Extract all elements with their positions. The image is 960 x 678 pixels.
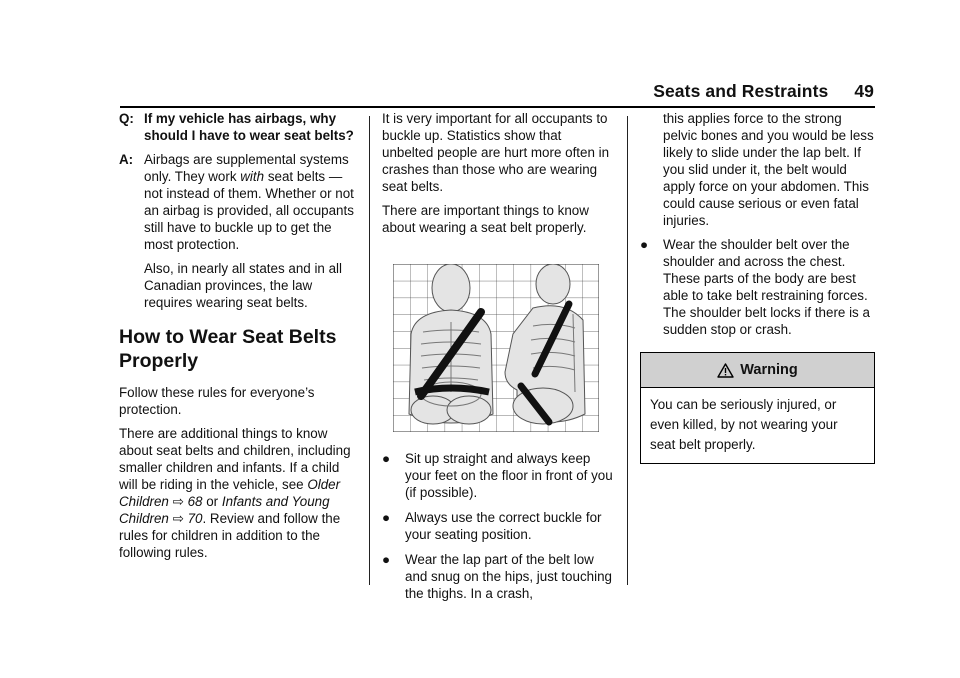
paragraph-text: There are additional things to know about seat belts and children, including smaller children and infants. If a child will be riding in the vehicle, see [119, 426, 351, 492]
bullet-text: Wear the lap part of the belt low and snug on the hips, just touching the thighs. In a crash, [405, 552, 612, 601]
page-number: 49 [854, 81, 874, 101]
page-header [653, 83, 874, 100]
warning-title: Warning [740, 361, 798, 378]
paragraph: It is very important for all occupants to buckle up. Statistics show that unbelted people are hurt more often in crashes than those who are wearing seat belts. [382, 111, 610, 194]
paragraph: There are important things to know about wearing a seat belt properly. [382, 203, 589, 235]
bullet-icon: ● [382, 552, 391, 567]
bullet-item [382, 509, 614, 543]
column-right [640, 110, 875, 464]
xref-page-68[interactable]: 68 [187, 494, 203, 509]
xref-page-70[interactable]: 70 [187, 511, 203, 526]
answer-emphasis: with [240, 169, 265, 184]
section-heading: How to Wear Seat Belts Properly [119, 326, 337, 372]
paragraph: Follow these rules for everyone’s protection. [119, 385, 315, 417]
xref-arrow-icon: ⇨ [172, 511, 184, 526]
seat-belt-illustration [393, 264, 599, 432]
answer-paragraph-2: Also, in nearly all states and in all Canadian provinces, the law requires wearing seat belts. [144, 261, 342, 310]
section-title: Seats and Restraints [653, 81, 829, 101]
answer-label: A: [119, 152, 134, 167]
xref-link-infants[interactable]: Infants and Young Children [119, 494, 330, 526]
column-divider [369, 116, 370, 585]
paragraph-text: . Review and follow the rules for children in addition to the following rules. [119, 511, 341, 560]
question-block [119, 110, 359, 144]
question-text: If my vehicle has airbags, why should I have to wear seat belts? [144, 111, 354, 143]
bullet-text: Sit up straight and always keep your feet on the floor in front of you (if possible). [405, 451, 613, 500]
column-middle [382, 110, 614, 610]
paragraph-text: or [202, 494, 222, 509]
continued-paragraph: this applies force to the strong pelvic bones and you would be less likely to slide under the lap belt. If you slid under it, the belt would apply force on your abdomen. This could cause serious or even fatal injuries. [663, 111, 874, 228]
warning-text: You can be seriously injured, or even killed, by not wearing your seat belt properly. [650, 397, 838, 452]
bullet-text: Wear the shoulder belt over the shoulder and across the chest. These parts of the body are best able to take belt restraining forces. The shoulder belt locks if there is a sudden stop or crash. [663, 237, 870, 337]
answer-text [144, 151, 359, 253]
bullet-icon: ● [382, 451, 391, 466]
answer-block [119, 151, 359, 253]
bullet-item [382, 551, 614, 602]
warning-header [641, 353, 874, 388]
bullet-icon: ● [382, 510, 391, 525]
warning-icon [717, 363, 734, 378]
warning-box [640, 352, 875, 464]
bullet-text: Always use the correct buckle for your seating position. [405, 510, 602, 542]
question-label: Q: [119, 111, 134, 126]
xref-arrow-icon: ⇨ [172, 494, 184, 509]
header-rule [120, 106, 875, 108]
children-paragraph [119, 425, 359, 561]
column-left [119, 110, 359, 568]
bullet-icon: ● [640, 237, 649, 252]
lap-belt [415, 388, 489, 392]
answer-text-part: seat belts — not instead of them. Whether or not an airbag is provided, all occupants still have to buckle up to get the most protection. [144, 169, 354, 252]
bullet-item [382, 450, 614, 501]
xref-link-older-children[interactable]: Older Children [119, 477, 341, 509]
bullet-item [640, 236, 875, 338]
column-divider [627, 116, 628, 585]
answer-text-part: Airbags are supplemental systems only. They work [144, 152, 349, 184]
